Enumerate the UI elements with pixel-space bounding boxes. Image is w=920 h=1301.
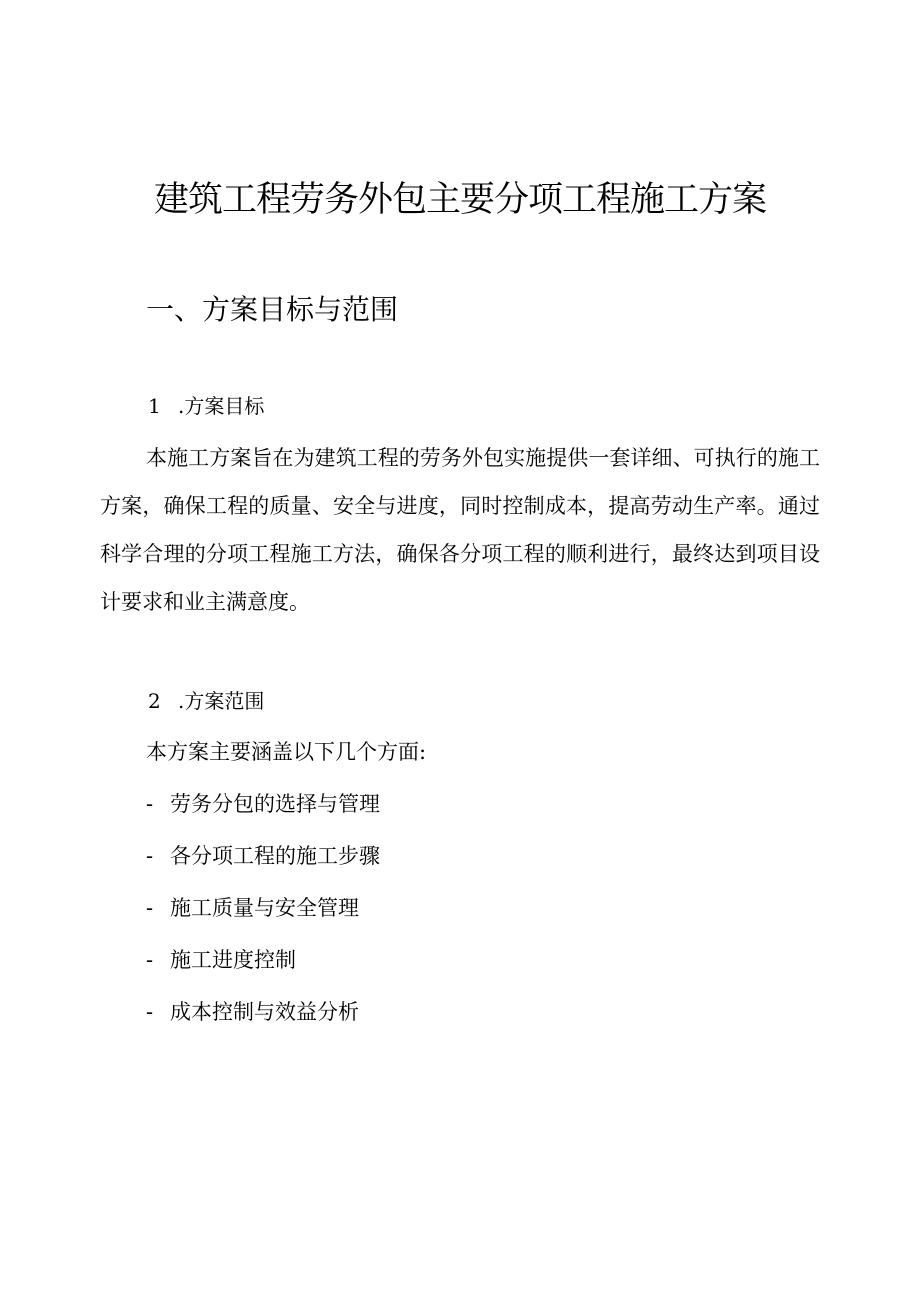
document-title: 建筑工程劳务外包主要分项工程施工方案 xyxy=(153,180,766,220)
subsection-1-title: .方案目标 xyxy=(178,394,265,418)
subsection-1-number: 1 xyxy=(148,394,161,418)
bullet-dash: - xyxy=(146,896,154,920)
list-item-text: 各分项工程的施工步骤 xyxy=(170,844,380,868)
subsection-2-number: 2 xyxy=(148,689,161,713)
subsection-1-paragraph: 本施工方案旨在为建筑工程的劳务外包实施提供一套详细、可执行的施工方案，确保工程的质量、安全与进度，同时控制成本，提高劳动生产率。通过科学合理的分项工程施工方法，确保各分项工程的顺利进行，最终达到项目设计要求和业主满意度。 xyxy=(100,446,820,614)
bullet-dash: - xyxy=(146,792,154,816)
list-item xyxy=(146,786,380,838)
list-item xyxy=(146,890,380,942)
list-item-text: 施工质量与安全管理 xyxy=(170,896,359,920)
scope-list xyxy=(146,786,380,1046)
bullet-dash: - xyxy=(146,948,154,972)
list-item xyxy=(146,838,380,890)
subsection-1-heading xyxy=(148,389,264,423)
section-heading: 一、方案目标与范围 xyxy=(146,293,399,326)
list-item xyxy=(146,994,380,1046)
bullet-dash: - xyxy=(146,1000,154,1024)
subsection-2-intro: 本方案主要涵盖以下几个方面: xyxy=(146,740,427,764)
list-item-text: 施工进度控制 xyxy=(170,948,296,972)
list-item-text: 成本控制与效益分析 xyxy=(170,1000,359,1024)
list-item xyxy=(146,942,380,994)
list-item-text: 劳务分包的选择与管理 xyxy=(170,792,380,816)
subsection-2-title: .方案范围 xyxy=(178,689,265,713)
subsection-2-heading xyxy=(148,684,264,718)
bullet-dash: - xyxy=(146,844,154,868)
